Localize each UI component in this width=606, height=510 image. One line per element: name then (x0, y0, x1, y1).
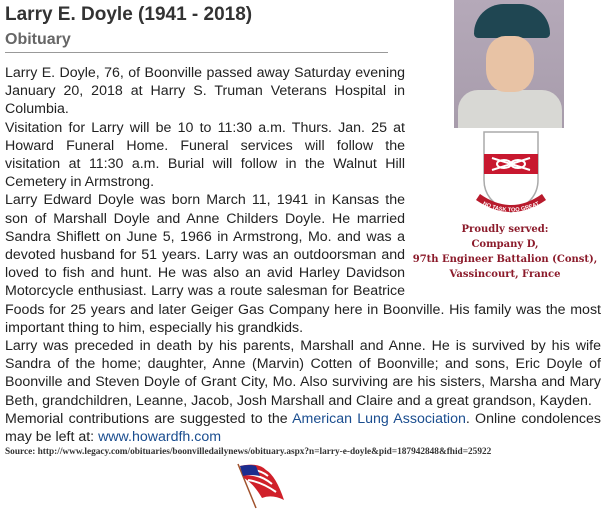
served-line: Vassincourt, France (449, 269, 561, 280)
service-caption (405, 222, 605, 282)
paragraph: Larry Edward Doyle was born March 11, 1941 in Kansas the son of Marshall Doyle and Anne Childers Doyle. He married Sandra Shiflett on June 5, 1966 in Armstrong, Mo. and was a devoted husband for 51 years. Larry was an outdoorsman and loved to fish and hunt. He was also an avid Harley Davidson Motorcycle enthusiast. Larry was a route salesman for Beatrice Foods for 25 years and later Geiger Gas Company here in Boonville. His family was the most important thing to him, especially his grandkids. (5, 192, 601, 336)
american-lung-association-link[interactable]: American Lung Association (292, 410, 466, 427)
paragraph: Larry E. Doyle, 76, of Boonville passed away Saturday evening January 20, 2018 at Harry S. Truman Veterans Hospital in Columbia. (5, 65, 405, 118)
obituary-body (5, 64, 601, 510)
page-subtitle: Obituary (5, 31, 71, 48)
memorial-paragraph (5, 410, 601, 446)
condolences-text: . Online condolences may be left at: (5, 410, 601, 446)
portrait-photo (454, 0, 564, 128)
memorial-text: Memorial contributions are suggested to the (5, 410, 293, 427)
paragraph: Larry was preceded in death by his parents, Marshall and Anne. He is survived by his wife Sandra of the home; daughter, Anne (Marvin) Cotten of Boonville; and sons, Eric Doyle of Boonville and Steven Doyle of Grant City, Mo. Also surviving are his sisters, Marsha and Mary Beth, grandchildren, Leanne, Jacob, Josh Marshall and Claire and a great grandson, Kayden. (5, 338, 601, 409)
crest-motto-text: NO TASK TOO GREAT (481, 201, 541, 214)
source-citation: Source: http://www.legacy.com/obituaries/boonvilledailynews/obituary.aspx?n=larry-e-doyle&pid=187942848&fhid=25922 (5, 447, 492, 458)
served-line: 97th Engineer Battalion (Const), (412, 254, 598, 265)
american-flag-icon (228, 460, 288, 510)
served-line: Proudly served: (461, 224, 549, 235)
paragraph: Visitation for Larry will be 10 to 11:30 a.m. Thurs. Jan. 25 at Howard Funeral Home. Funeral services will follow the visitation at 11:30 a.m. Burial will follow in the Walnut Hill Cemetery in Armstrong. (5, 119, 405, 191)
website-link[interactable]: www.howardfh.com (98, 429, 222, 446)
served-line: Company D, (471, 239, 539, 250)
crest-icon (476, 130, 546, 220)
page-title: Larry E. Doyle (1941 - 2018) (5, 4, 253, 25)
divider (5, 52, 388, 53)
sidebar (405, 64, 605, 296)
